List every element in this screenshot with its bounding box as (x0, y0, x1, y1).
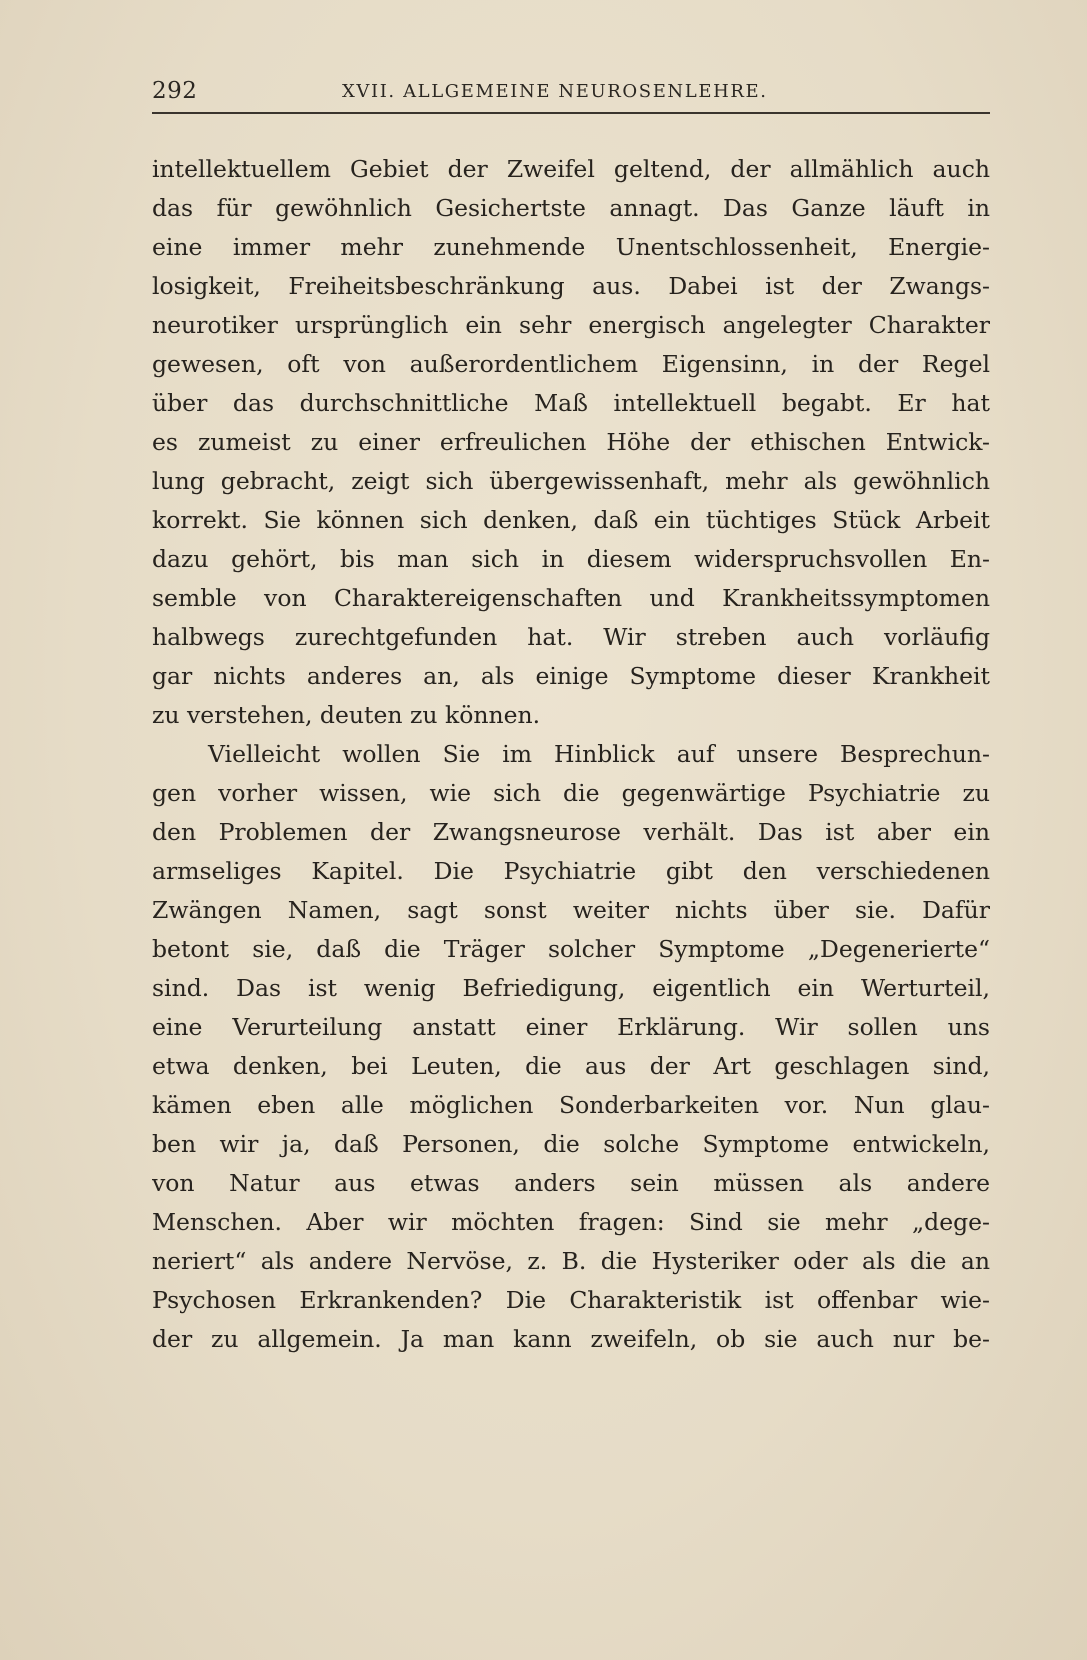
text-line: Vielleicht wollen Sie im Hinblick auf unsere Besprechun- (208, 740, 990, 768)
text-line: ben wir ja, daß Personen, die solche Symptome entwickeln, (152, 1130, 990, 1158)
text-line: semble von Charaktereigenschaften und Krankheitssymptomen (152, 584, 990, 612)
paragraph-1 (152, 150, 990, 735)
text-line: dazu gehört, bis man sich in diesem widerspruchsvollen En- (152, 545, 990, 573)
text-line: neriert“ als andere Nervöse, z. B. die Hysteriker oder als die an (152, 1247, 990, 1275)
text-line: betont sie, daß die Träger solcher Symptome „Degenerierte“ (152, 935, 990, 963)
text-line: das für gewöhnlich Gesichertste annagt. Das Ganze läuft in (152, 194, 990, 222)
text-line: eine Verurteilung anstatt einer Erklärung. Wir sollen uns (152, 1013, 990, 1041)
text-line: gar nichts anderes an, als einige Symptome dieser Krankheit (152, 662, 990, 690)
text-line: halbwegs zurechtgefunden hat. Wir streben auch vorläufig (152, 623, 990, 651)
text-line: neurotiker ursprünglich ein sehr energisch angelegter Charakter (152, 311, 990, 339)
text-line: über das durchschnittliche Maß intellektuell begabt. Er hat (152, 389, 990, 417)
page-number: 292 (152, 78, 198, 104)
text-line: korrekt. Sie können sich denken, daß ein tüchtiges Stück Arbeit (152, 506, 990, 534)
text-line: Menschen. Aber wir möchten fragen: Sind sie mehr „dege- (152, 1208, 990, 1236)
text-line: Zwängen Namen, sagt sonst weiter nichts über sie. Dafür (152, 896, 990, 924)
running-title: XVII. ALLGEMEINE NEUROSENLEHRE. (342, 81, 768, 102)
text-line: es zumeist zu einer erfreulichen Höhe der ethischen Entwick- (152, 428, 990, 456)
body-text (152, 150, 990, 1359)
text-line: von Natur aus etwas anders sein müssen als andere (152, 1169, 990, 1197)
text-line: zu verstehen, deuten zu können. (152, 701, 541, 729)
page-header (152, 78, 990, 112)
text-line: intellektuellem Gebiet der Zweifel geltend, der allmählich auch (152, 155, 990, 183)
text-line: kämen eben alle möglichen Sonderbarkeiten vor. Nun glau- (152, 1091, 990, 1119)
paragraph-2 (152, 735, 990, 1359)
text-line: Psychosen Erkrankenden? Die Charakteristik ist offenbar wie- (152, 1286, 990, 1314)
text-line: den Problemen der Zwangsneurose verhält. Das ist aber ein (152, 818, 990, 846)
text-line: der zu allgemein. Ja man kann zweifeln, ob sie auch nur be- (152, 1325, 990, 1353)
header-rule (152, 112, 990, 114)
text-line: losigkeit, Freiheitsbeschränkung aus. Dabei ist der Zwangs- (152, 272, 990, 300)
text-line: lung gebracht, zeigt sich übergewissenhaft, mehr als gewöhnlich (152, 467, 990, 495)
text-line: sind. Das ist wenig Befriedigung, eigentlich ein Werturteil, (152, 974, 990, 1002)
text-line: etwa denken, bei Leuten, die aus der Art geschlagen sind, (152, 1052, 990, 1080)
text-line: gewesen, oft von außerordentlichem Eigensinn, in der Regel (152, 350, 990, 378)
text-line: armseliges Kapitel. Die Psychiatrie gibt den verschiedenen (152, 857, 990, 885)
text-line: gen vorher wissen, wie sich die gegenwärtige Psychiatrie zu (152, 779, 990, 807)
text-line: eine immer mehr zunehmende Unentschlossenheit, Energie- (152, 233, 990, 261)
